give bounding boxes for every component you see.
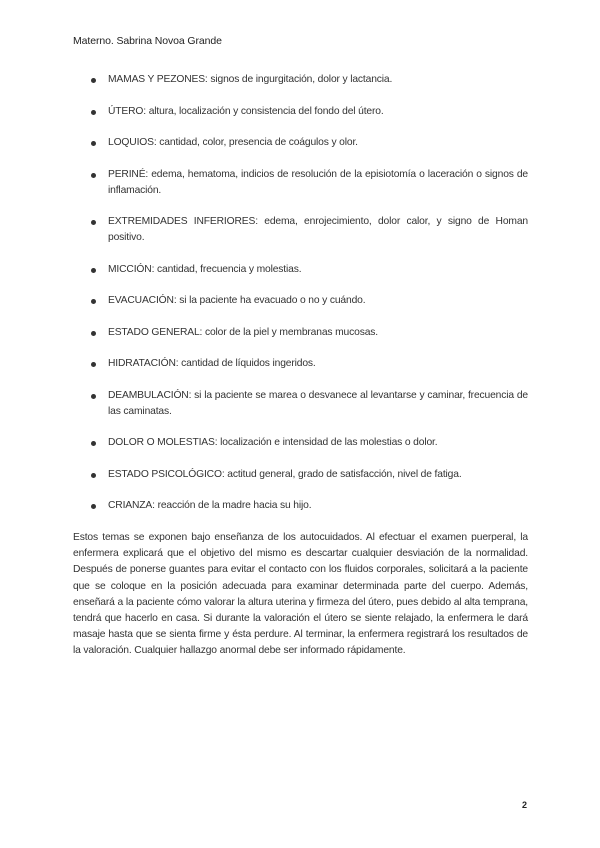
bullet-text: MAMAS Y PEZONES: signos de ingurgitación, dolor y lactancia. xyxy=(108,74,393,85)
bullet-icon xyxy=(91,331,96,336)
bullet-item-estado-general xyxy=(88,325,528,341)
bullet-icon xyxy=(91,141,96,146)
bullet-item-crianza xyxy=(88,498,528,514)
bullet-text: PERINÉ: edema, hematoma, indicios de resolución de la episiotomía o laceración o signos de inflamación. xyxy=(108,168,528,196)
page-header: Materno. Sabrina Novoa Grande xyxy=(73,35,222,47)
bullet-text: ESTADO GENERAL: color de la piel y membranas mucosas. xyxy=(108,326,378,338)
bullet-text: LOQUIOS: cantidad, color, presencia de coágulos y olor. xyxy=(108,137,358,148)
bullet-icon xyxy=(91,441,96,446)
bullet-text: EXTREMIDADES INFERIORES: edema, enrojecimiento, dolor calor, y signo de Homan positivo. xyxy=(108,216,528,243)
bullet-icon xyxy=(91,362,96,367)
bullet-icon xyxy=(91,173,96,178)
bullet-icon xyxy=(91,394,96,399)
bullet-item-utero xyxy=(88,104,528,120)
bullet-icon xyxy=(91,78,96,83)
bullet-text: ESTADO PSICOLÓGICO: actitud general, grado de satisfacción, nivel de fatiga. xyxy=(108,468,462,480)
assessment-bullet-list xyxy=(88,72,528,530)
bullet-icon xyxy=(91,220,96,225)
bullet-icon xyxy=(91,299,96,304)
bullet-item-perine xyxy=(88,167,528,199)
bullet-text: HIDRATACIÓN: cantidad de líquidos ingeridos. xyxy=(108,358,316,369)
bullet-item-extremidades xyxy=(88,214,528,246)
bullet-text: ÚTERO: altura, localización y consistencia del fondo del útero. xyxy=(108,105,384,117)
bullet-icon xyxy=(91,268,96,273)
bullet-item-mamas xyxy=(88,72,528,88)
bullet-text: EVACUACIÓN: si la paciente ha evacuado o no y cuándo. xyxy=(108,295,366,306)
bullet-text: MICCIÓN: cantidad, frecuencia y molestias. xyxy=(108,263,302,275)
bullet-item-hidratacion xyxy=(88,356,528,372)
bullet-text: DOLOR O MOLESTIAS: localización e intensidad de las molestias o dolor. xyxy=(108,437,438,448)
bullet-item-estado-psicologico xyxy=(88,467,528,483)
bullet-icon xyxy=(91,473,96,478)
bullet-icon xyxy=(91,110,96,115)
bullet-item-dolor xyxy=(88,435,528,451)
body-paragraph: Estos temas se exponen bajo enseñanza de los autocuidados. Al efectuar el examen puerperal, la enfermera explicará que el objetivo del mismo es descartar cualquier desviación de la normalidad. Después de ponerse guantes para evitar el contacto con los fluidos corporales, solicitará a la paciente que se coloque en la posición adecuada para examinar determinada parte del cuerpo. Además, enseñará a la paciente cómo valorar la altura uterina y firmeza del útero, pues debido al alta temprana, tendrá que hacerlo en casa. Si durante la valoración el útero se siente relajado, la enfermera le dará masaje hasta que se sienta firme y ésta perdure. Al terminar, la enfermera registrará los resultados de la valoración. Cualquier hallazgo anormal debe ser informado rápidamente. xyxy=(73,532,528,657)
bullet-icon xyxy=(91,504,96,509)
bullet-text: DEAMBULACIÓN: si la paciente se marea o desvanece al levantarse y caminar, frecuencia de las caminatas. xyxy=(108,389,528,417)
bullet-item-deambulacion xyxy=(88,388,528,420)
bullet-item-loquios xyxy=(88,135,528,151)
bullet-item-evacuacion xyxy=(88,293,528,309)
page-number: 2 xyxy=(521,800,527,810)
bullet-item-miccion xyxy=(88,262,528,278)
bullet-text: CRIANZA: reacción de la madre hacia su hijo. xyxy=(108,500,312,511)
